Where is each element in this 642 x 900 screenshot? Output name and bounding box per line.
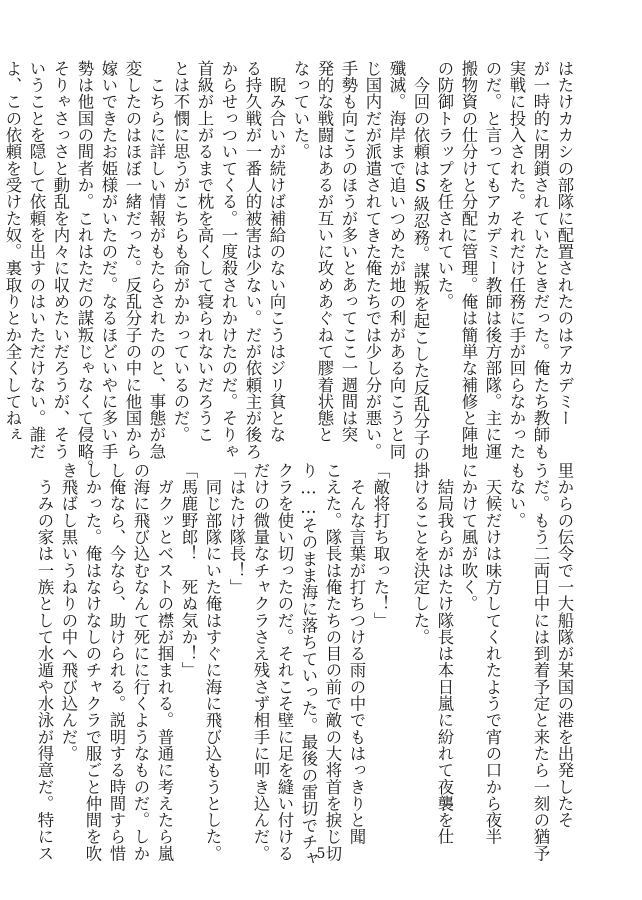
- text-line: 今回の依頼はS級忍務。謀叛を起こした反乱分子の: [411, 60, 430, 463]
- text-line: 勢は他国の間者か。これはただの謀叛じゃなくて侵略。: [75, 60, 94, 477]
- text-line: 「敵将打ち取った！」: [371, 462, 390, 629]
- text-line: とは不憫に思うがこちらも命がかかっているのだ。: [171, 60, 190, 443]
- upper-text-block: [0, 60, 576, 477]
- text-line: 睨み合いが続けば補給のない向こうはジリ貧とな: [267, 60, 286, 443]
- lower-left-text-block: [32, 462, 392, 867]
- text-line: こちらに詳しい情報がもたらされたのと、事態が急: [147, 60, 166, 460]
- text-line: 掛けることを決定した。: [411, 462, 430, 646]
- text-line: 嫁いできたお姫様がいたのだ。なるほどいやに多い手: [99, 60, 118, 460]
- text-line: 発的な戦闘はあるが互いに攻めあぐねて膠着状態と: [315, 60, 334, 443]
- text-line: だけの微量なチャクラさえ残さず相手に叩き込んだ。: [251, 462, 270, 862]
- text-line: 搬物資の仕分けと分配に管理。俺は簡単な補修と陣地: [459, 60, 478, 460]
- text-line: うみの家は一族として水遁や水泳が得意だ。特にス: [35, 462, 54, 862]
- text-line: ガクッとベストの襟が掴まれる。普通に考えたら嵐: [155, 462, 174, 862]
- text-line: こえた。隊長は俺たちの目の前で敵の大将首を捩じ切: [323, 462, 342, 862]
- text-line: 実戦に投入された。それだけ任務に手が回らなかった: [507, 60, 526, 460]
- text-line: の海に飛び込むなんて死にに行くようなものだ。しか: [131, 462, 150, 862]
- text-line: き飛ばし黒いうねりの中へ飛び込んだ。: [59, 462, 78, 762]
- text-line: なっていた。: [291, 60, 310, 160]
- lower-right-text-block: [408, 462, 576, 862]
- text-line: 同じ部隊にいた俺はすぐに海に飛び込もうとした。: [203, 462, 222, 862]
- text-line: はたけカカシの部隊に配置されたのはアカデミー: [555, 60, 574, 427]
- text-line: 首級が上がるまで枕を高くして寝られないだろうこ: [195, 60, 214, 443]
- text-line: クラを使い切ったのだ。それこそ壁に足を縫い付ける: [275, 462, 294, 862]
- text-line: もない。: [507, 462, 526, 529]
- text-line: のだ。と言ってもアカデミー教師は後方部隊。主に運: [483, 60, 502, 460]
- text-line: にかけて風が吹く。: [459, 462, 478, 612]
- text-line: うだ。もう二両日中には到着予定と来たら一刻の猶予: [531, 462, 550, 862]
- text-line: る持久戦が一番人的被害は少ない。だが依頼主が後ろ: [243, 60, 262, 460]
- text-line: 手勢も向こうのほうが多いとあってここ一週間は突: [339, 60, 358, 443]
- text-line: 殲滅。海岸まで追いつめたが地の利がある向こうと同: [387, 60, 406, 460]
- text-line: 「馬鹿野郎！ 死ぬ気か！」: [179, 462, 198, 679]
- text-line: 変したのはほぼ一緒だった。反乱分子の中に他国から: [123, 60, 142, 460]
- text-line: そりゃさっさと動乱を内々に収めたいだろうが、そう: [51, 60, 70, 460]
- text-line: し俺なら、今なら、助けられる。説明する時間すら惜: [107, 462, 126, 862]
- text-line: しかった。俺はなけなしのチャクラで服ごと仲間を吹: [83, 462, 102, 862]
- page-number: 5: [316, 846, 326, 862]
- text-line: り……そのまま海に落ちていった。最後の雷切でチャ: [299, 462, 318, 867]
- text-line: 「はたけ隊長！」: [227, 462, 246, 596]
- text-line: いうことを隠して依頼を出すのはいただけない。誰だ: [27, 60, 46, 460]
- text-line: が一時的に閉鎖されていたときだった。俺たち教師も: [531, 60, 550, 460]
- text-line: よ、この依頼を受けた奴。裏取りとか全くしてねぇ: [3, 60, 22, 443]
- text-line: 里からの伝令で一大船隊が某国の港を出発したそ: [555, 462, 574, 829]
- text-line: の防御トラップを任されていた。: [435, 60, 454, 310]
- text-line: 天候だけは味方してくれたようで宵の口から夜半: [483, 462, 502, 845]
- text-line: そんな言葉が打ちつける雨の中でもはっきりと聞: [347, 462, 366, 845]
- text-line: じ国内だが派遣されてきた俺たちでは少し分が悪い。: [363, 60, 382, 460]
- text-line: からせっついてくる。一度殺されかけたのだ。そりゃ: [219, 60, 238, 460]
- text-line: 結局我らがはたけ隊長は本日嵐に紛れて夜襲を仕: [435, 462, 454, 845]
